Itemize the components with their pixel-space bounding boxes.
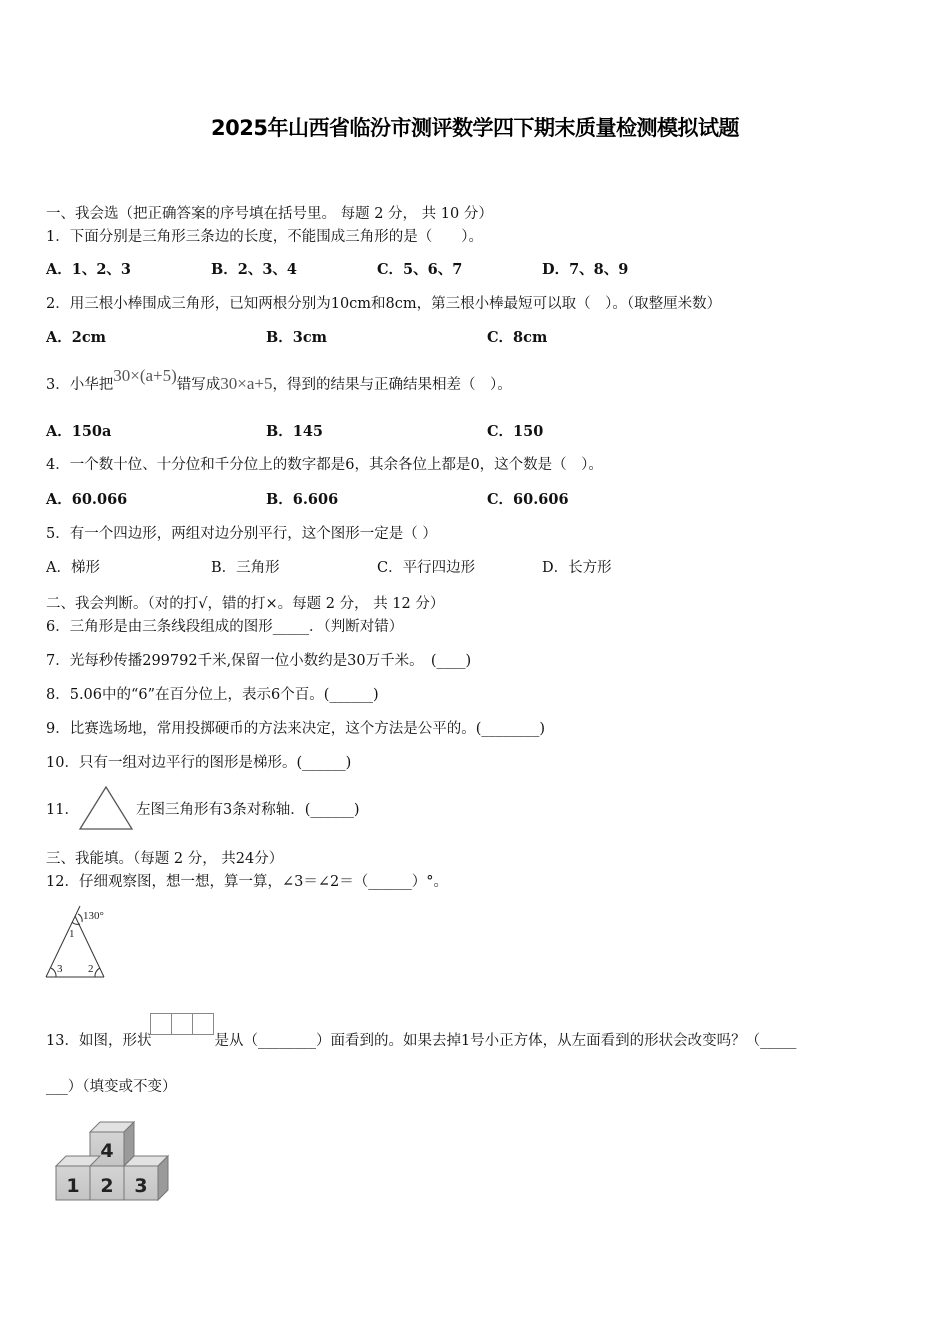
svg-text:1: 1 <box>66 1175 80 1197</box>
svg-text:130°: 130° <box>83 910 104 922</box>
q2-option-a: A．2cm <box>46 329 107 346</box>
question-13 <box>46 1027 796 1051</box>
q11-number: 11． <box>46 802 79 818</box>
question-2: 2．用三根小棒围成三角形，已知两根分别为10cm和8cm，第三根小棒最短可以取（ ）。（取整厘米数） <box>46 296 722 312</box>
q13-suffix: 是从（________）面看到的。如果去掉1号小正方体，从左面看到的形状会改变吗？（_____ <box>214 1033 797 1049</box>
section-heading-3: 三、我能填。（每题 2 分， 共24分） <box>46 851 284 867</box>
question-13-continuation: ___）（填变或不变） <box>46 1079 177 1095</box>
question-9: 9．比赛选场地，常用投掷硬币的方法来决定，这个方法是公平的。(________) <box>46 721 546 737</box>
q3-option-c: C．150 <box>487 423 544 440</box>
svg-text:3: 3 <box>57 963 63 975</box>
q3-expression-wrong: 30×a+5 <box>220 374 273 393</box>
question-10: 10．只有一组对边平行的图形是梯形。(______) <box>46 755 352 771</box>
q1-option-b: B．2、3、4 <box>211 261 298 278</box>
q2-option-c: C．8cm <box>487 329 548 346</box>
q3-option-a: A．150a <box>46 423 112 440</box>
section-heading-2: 二、我会判断。（对的打√，错的打×。每题 2 分， 共 12 分） <box>46 596 445 612</box>
q3-expression-correct: 30×(a+5) <box>113 366 177 385</box>
svg-text:2: 2 <box>100 1175 114 1197</box>
three-squares-shape-icon <box>151 1013 214 1035</box>
q3-option-b: B．145 <box>266 423 324 440</box>
q3-middle: 错写成 <box>176 377 221 393</box>
q4-option-b: B．6.606 <box>266 491 339 508</box>
q2-option-b: B．3cm <box>266 329 328 346</box>
question-4: 4．一个数十位、十分位和千分位上的数字都是6，其余各位上都是0，这个数是（ ）。 <box>46 457 603 473</box>
question-6: 6．三角形是由三条线段组成的图形_____．（判断对错） <box>46 619 404 635</box>
triangle-angle-diagram-icon <box>42 902 132 982</box>
q5-option-a: A．梯形 <box>46 560 100 576</box>
q5-option-b: B．三角形 <box>211 560 280 576</box>
svg-text:3: 3 <box>134 1175 148 1197</box>
q4-option-c: C．60.606 <box>487 491 569 508</box>
q1-option-c: C．5、6、7 <box>377 261 463 278</box>
q1-option-a: A．1、2、3 <box>46 261 132 278</box>
question-1: 1．下面分别是三角形三条边的长度，不能围成三角形的是（ ）。 <box>46 229 483 245</box>
svg-text:2: 2 <box>88 963 94 975</box>
q5-option-d: D．长方形 <box>542 560 612 576</box>
q5-option-c: C．平行四边形 <box>377 560 476 576</box>
svg-text:1: 1 <box>69 928 75 940</box>
page-title: 2025年山西省临汾市测评数学四下期末质量检测模拟试题 <box>211 116 739 140</box>
q4-option-a: A．60.066 <box>46 491 128 508</box>
triangle-figure-icon <box>78 785 134 831</box>
q3-suffix: ，得到的结果与正确结果相差（ ）。 <box>272 377 512 393</box>
section-heading-1: 一、我会选（把正确答案的序号填在括号里。 每题 2 分， 共 10 分） <box>46 206 493 222</box>
question-3 <box>46 366 512 395</box>
question-5: 5．有一个四边形，两组对边分别平行，这个图形一定是（ ） <box>46 526 437 542</box>
question-12: 12．仔细观察图，想一想，算一算，∠3＝∠2＝（______）°。 <box>46 874 448 890</box>
question-11: 左图三角形有3条对称轴．(______) <box>136 802 360 818</box>
question-7: 7．光每秒传播299792千米,保留一位小数约是30万千米。 (____) <box>46 653 472 669</box>
q13-prefix: 13．如图，形状 <box>46 1033 152 1049</box>
q1-option-d: D．7、8、9 <box>542 261 629 278</box>
q3-prefix: 3．小华把 <box>46 377 114 393</box>
question-8: 8．5.06中的“6”在百分位上，表示6个百。(______) <box>46 687 379 703</box>
svg-text:4: 4 <box>100 1140 114 1162</box>
cube-stack-figure-icon <box>52 1120 176 1206</box>
